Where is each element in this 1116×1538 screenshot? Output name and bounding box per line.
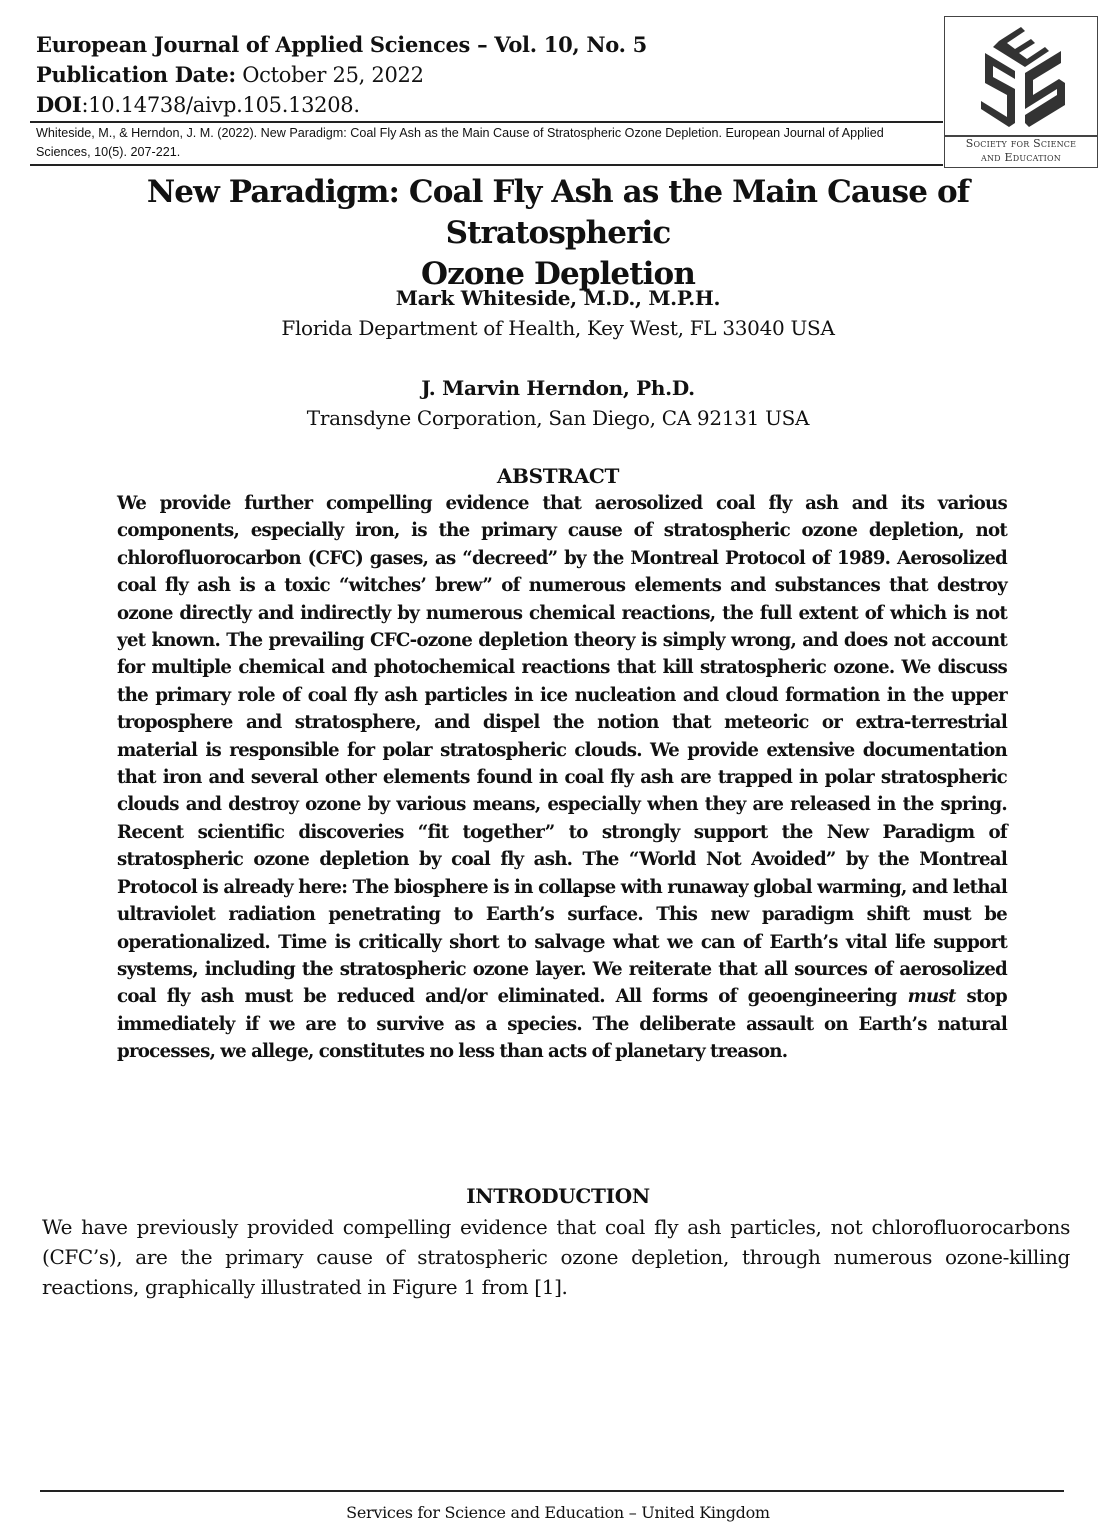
- publication-date-label: Publication Date:: [36, 62, 236, 87]
- author-affiliation: Florida Department of Health, Key West, FL 33040 USA: [281, 316, 835, 340]
- author-block-1: [0, 283, 1116, 343]
- logo-line-2: and Education: [981, 151, 1061, 164]
- abstract-text: We provide further compelling evidence that aerosolized coal fly ash and its various components, especially iron, is the primary cause of stratospheric ozone depletion, not chlorofluorocarbon (CFC) gases, as “decreed” by the Montreal Protocol of 1989. Aerosolized coal fly ash is a toxic “witches’ brew” of numerous elements and substances that destroy ozone directly and indirectly by numerous chemical reactions, the full extent of which is not yet known. The prevailing CFC-ozone depletion theory is simply wrong, and does not account for multiple chemical and photochemical reactions that kill stratospheric ozone. We discuss the primary role of coal fly ash particles in ice nucleation and cloud formation in the upper troposphere and stratosphere, and dispel the notion that meteoric or extra-terrestrial material is responsible for polar stratospheric clouds. We provide extensive documentation that iron and several other elements found in coal fly ash are trapped in polar stratospheric clouds and destroy ozone by various means, especially when they are released in the spring. Recent scientific discoveries “fit together” to strongly support the New Paradigm of stratospheric ozone depletion by coal fly ash. The “World Not Avoided” by the Montreal Protocol is already here: The biosphere is in collapse with runaway global warming, and lethal ultraviolet radiation penetrating to Earth’s surface. This new paradigm shift must be operationalized. Time is critically short to salvage what we can of Earth’s vital life support systems, including the stratospheric ozone layer. We reiterate that all sources of aerosolized coal fly ash must be reduced and/or eliminated. All forms of geoengineering: [117, 493, 1007, 1008]
- doi-value[interactable]: :10.14738/aivp.105.13208.: [81, 93, 360, 117]
- introduction-body: We have previously provided compelling evidence that coal fly ash particles, not chlorofluorocarbons (CFC’s), are the primary cause of stratospheric ozone depletion, through numerous ozone-killing reactions, graphically illustrated in Figure 1 from [1].: [42, 1215, 1070, 1299]
- journal-header: [36, 30, 941, 120]
- doi-label: DOI: [36, 92, 82, 117]
- header-rule-top: [30, 121, 943, 123]
- author-name: Mark Whiteside, M.D., M.P.H.: [395, 286, 721, 310]
- logo-line-1: Society for Science: [965, 137, 1077, 150]
- title-line-2: Ozone Depletion: [421, 256, 695, 292]
- header-rule-bottom: [30, 164, 943, 166]
- publication-date: October 25, 2022: [235, 63, 424, 87]
- doi-line: [36, 90, 941, 120]
- title-line-1: New Paradigm: Coal Fly Ash as the Main Cause of Stratospheric: [146, 174, 970, 251]
- introduction-heading: INTRODUCTION: [466, 1184, 650, 1208]
- publisher-logo: [944, 16, 1098, 168]
- paper-title: [40, 172, 1076, 295]
- journal-name: European Journal of Applied Sciences – Vol. 10, No. 5: [36, 32, 647, 57]
- sse-cube-logo-icon: [959, 23, 1083, 131]
- citation: Whiteside, M., & Herndon, J. M. (2022). New Paradigm: Coal Fly Ash as the Main Cause of Stratospheric Ozone Depletion. European Journal of Applied Sciences, 10(5). 207-221.: [36, 126, 884, 159]
- author-name: J. Marvin Herndon, Ph.D.: [421, 376, 695, 400]
- author-block-2: [0, 373, 1116, 433]
- logo-caption: [945, 137, 1097, 165]
- footer-rule: [40, 1490, 1064, 1492]
- author-affiliation: Transdyne Corporation, San Diego, CA 92131 USA: [306, 406, 810, 430]
- publication-date-line: [36, 60, 941, 90]
- abstract-text-end: stop immediately if we are to survive as a species. The deliberate assault on Earth’s natural processes, we allege, constitutes no less than acts of planetary treason.: [117, 986, 1007, 1063]
- abstract-heading: ABSTRACT: [496, 464, 620, 488]
- abstract-emphasis: must: [907, 986, 956, 1008]
- footer-text: Services for Science and Education – United Kingdom: [346, 1503, 770, 1522]
- abstract-body: [117, 490, 1007, 1066]
